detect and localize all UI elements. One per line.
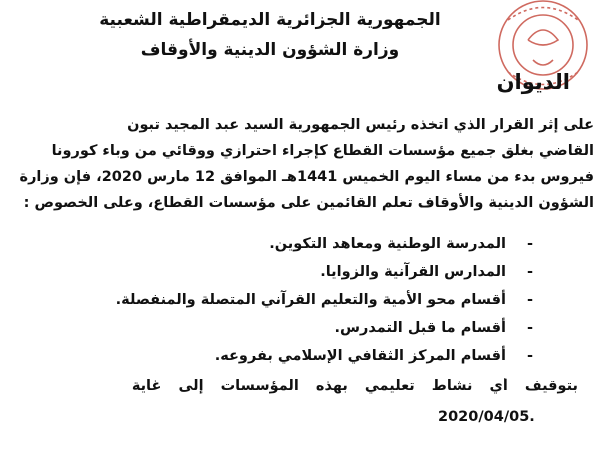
list-item-text: أقسام المركز الثقافي الإسلامي بفروعه.	[214, 348, 506, 364]
list-item	[116, 314, 540, 342]
list-item	[116, 230, 540, 258]
list-bullet: -	[526, 264, 534, 280]
body-line: الشؤون الدينية والأوقاف تعلم القائمين على مؤسسات القطاع، وعلى الخصوص :	[23, 195, 594, 211]
body-line: القاضي بغلق جميع مؤسسات القطاع كإجراء احترازي ووقائي من وباء كورونا	[51, 143, 594, 159]
ministry-title: وزارة الشؤون الدينية والأوقاف	[140, 40, 400, 60]
list-item-text: أقسام ما قبل التمدرس.	[334, 320, 506, 336]
list-bullet: -	[526, 348, 534, 364]
list-item-text: المدارس القرآنية والزوايا.	[320, 264, 506, 280]
body-line: فيروس بدء من مساء اليوم الخميس 1441هـ الموافق 12 مارس 2020، فإن وزارة	[19, 169, 594, 185]
document-date: 2020/04/05.	[438, 409, 535, 425]
office-label: الديوان	[496, 70, 570, 94]
republic-title: الجمهورية الجزائرية الديمقراطية الشعبية	[99, 10, 441, 30]
body-paragraph	[8, 112, 594, 216]
list-item	[116, 342, 540, 370]
list-item-text: أقسام محو الأمية والتعليم القرآني المتصلة والمنفصلة.	[115, 292, 506, 308]
closing-paragraph	[0, 378, 578, 394]
closing-line: بتوقيف أي نشاط تعليمي بهذه المؤسسات إلى غاية	[131, 378, 578, 394]
list-bullet: -	[526, 236, 534, 252]
list-item-text: المدرسة الوطنية ومعاهد التكوين.	[269, 236, 506, 252]
body-line: على إثر القرار الذي اتخذه رئيس الجمهورية السيد عبد المجيد تبون	[127, 117, 594, 133]
list-bullet: -	[526, 292, 534, 308]
list-item	[116, 286, 540, 314]
institutions-list	[116, 230, 540, 370]
list-bullet: -	[526, 320, 534, 336]
letterhead	[90, 8, 450, 60]
list-item	[116, 258, 540, 286]
